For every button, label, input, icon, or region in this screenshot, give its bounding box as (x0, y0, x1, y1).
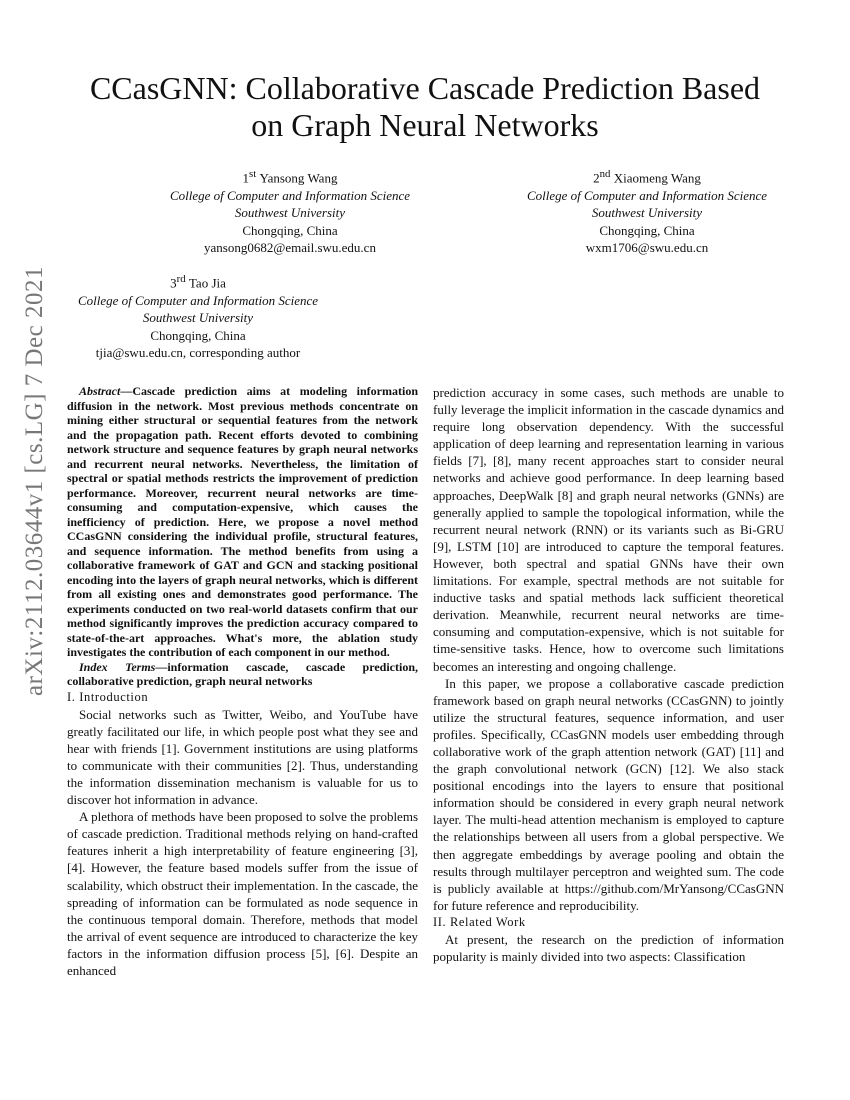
author-affiliation: College of Computer and Information Science (77, 292, 319, 308)
intro-paragraph-2: A plethora of methods have been proposed to solve the problems of cascade prediction. Traditional methods relying on hand-crafted features inherit a high interpretability of feature engineering [3], [4]. However, the feature based models suffer from the issue of scalability, which obstruct their implementation. In the cascade, the spreading of information can be formulated as node sequence in the continuous temporal domain. Therefore, methods that model the arrival of event sequence are introduced to characterize the key factors in the information diffusion process [5], [6]. Despite an enhanced (67, 809, 418, 978)
author-block-3 (33, 271, 363, 362)
section-heading-introduction: I. Introduction (67, 689, 149, 704)
paper-title (40, 70, 810, 144)
title-line-1: CCasGNN: Collaborative Cascade Prediction Based (89, 70, 761, 106)
author-block-2 (482, 166, 812, 257)
right-column (433, 384, 784, 965)
author-ordinal-suffix: st (249, 168, 257, 180)
title-line-2: on Graph Neural Networks (251, 107, 599, 143)
left-column (67, 384, 418, 979)
author-affiliation: College of Computer and Information Science (169, 187, 411, 203)
author-ordinal: 1 (242, 170, 250, 186)
section-heading-related-work: II. Related Work (433, 914, 526, 929)
index-terms (67, 660, 418, 689)
related-work-paragraph-1: At present, the research on the prediction of information popularity is mainly divided into two aspects: Classification (433, 932, 784, 965)
author-ordinal: 3 (170, 275, 177, 291)
author-location: Chongqing, China (599, 222, 695, 238)
author-university: Southwest University (591, 205, 703, 221)
author-name: Xiaomeng Wang (613, 170, 701, 186)
author-name: Tao Jia (188, 275, 226, 291)
arxiv-id: arXiv:2112.03644v1 [cs.LG] 7 Dec 2021 (21, 266, 48, 696)
index-terms-label: Index Terms (79, 659, 156, 674)
abstract (67, 384, 418, 660)
index-terms-text: —information cascade, cascade prediction, collaborative prediction, graph neural networks (67, 659, 419, 688)
author-university: Southwest University (234, 205, 346, 221)
author-university: Southwest University (142, 310, 254, 326)
author-location: Chongqing, China (150, 327, 246, 343)
author-email: yansong0682@email.swu.edu.cn (204, 240, 376, 256)
author-affiliation: College of Computer and Information Science (526, 187, 768, 203)
intro-paragraph-3: In this paper, we propose a collaborative cascade prediction framework based on graph neural networks (CCasGNN) to jointly utilize the structural features, sequence information, and user profiles. Specifically, CCasGNN models user embedding through collaborative work of the graph attention network (GAT) [11] and the graph convolutional network (GCN) [12]. We also stack positional encodings into the layers to ensure that positional information should be considered in every graph neural network layer. The multi-head attention mechanism is employed to capture the relationships between all users from a global perspective. We then aggregate embeddings by average pooling and obtain the results through multilayer perceptron and weighted sum. The code is publicly available at https://github.com/MrYansong/CCasGNN for future reference and reproducibility. (433, 675, 784, 913)
intro-paragraph-2-continued: prediction accuracy in some cases, such methods are unable to fully leverage the implicit information in the cascade dynamics and require long observation dependency. With the successful application of deep learning and representation learning in various fields [7], [8], many recent approaches start to consider neural networks and achieve good performance. In deep learning based approaches, DeepWalk [8] and graph neural networks (GNNs) are generally applied to sample the topological information, while the recurrent neural network (RNN) or its variants such as Bi-GRU [9], LSTM [10] are introduced to capture the temporal features. However, both spectral and spatial GNNs have their own limitations. For example, spectral methods are not suitable for inductive tasks and spatial methods lack sufficient theoretical derivation. Meanwhile, recurrent neural networks are time-consuming and computation-expensive, which is not suitable for time-sensitive tasks. Hence, how to overcome such limitations becomes an interesting and ongoing challenge. (433, 385, 784, 674)
author-ordinal: 2 (593, 170, 600, 186)
author-block-1 (125, 166, 455, 257)
intro-paragraph-1: Social networks such as Twitter, Weibo, and YouTube have greatly facilitated our life, in which people post what they see and hear with friends [1]. Government institutions are using platforms to communicate with their communities [2]. Thus, understanding the information dissemination mechanism is valuable for us to discover hot information in advance. (67, 706, 418, 808)
abstract-text: —Cascade prediction aims at modeling information diffusion in the network. Most previous methods concentrate on mining either structural or sequential features from the network and the propagation path. Recent efforts devoted to combining network structure and sequence features by graph neural networks and recurrent neural networks. Nevertheless, the limitation of spectral or spatial methods restricts the improvement of prediction performance. Moreover, recurrent neural networks are time-consuming and computation-expensive, which causes the inefficiency of prediction. Here, we propose a novel method CCasGNN considering the individual profile, structural features, and sequence information. The method benefits from using a collaborative framework of GAT and GCN and stacking positional encoding into the layers of graph neural networks, which is different from all existing ones and demonstrates good performance. The experiments conducted on two real-world datasets confirm that our method significantly improves the prediction accuracy compared to state-of-the-art approaches. What's more, the ablation study investigates the contribution of each component in our method. (67, 384, 418, 659)
author-ordinal-suffix: rd (176, 273, 186, 285)
abstract-label: Abstract (79, 384, 121, 398)
author-location: Chongqing, China (242, 222, 338, 238)
author-name: Yansong Wang (259, 170, 338, 186)
author-ordinal-suffix: nd (599, 168, 611, 180)
author-email: tjia@swu.edu.cn, corresponding author (95, 345, 301, 361)
author-email: wxm1706@swu.edu.cn (585, 240, 709, 256)
